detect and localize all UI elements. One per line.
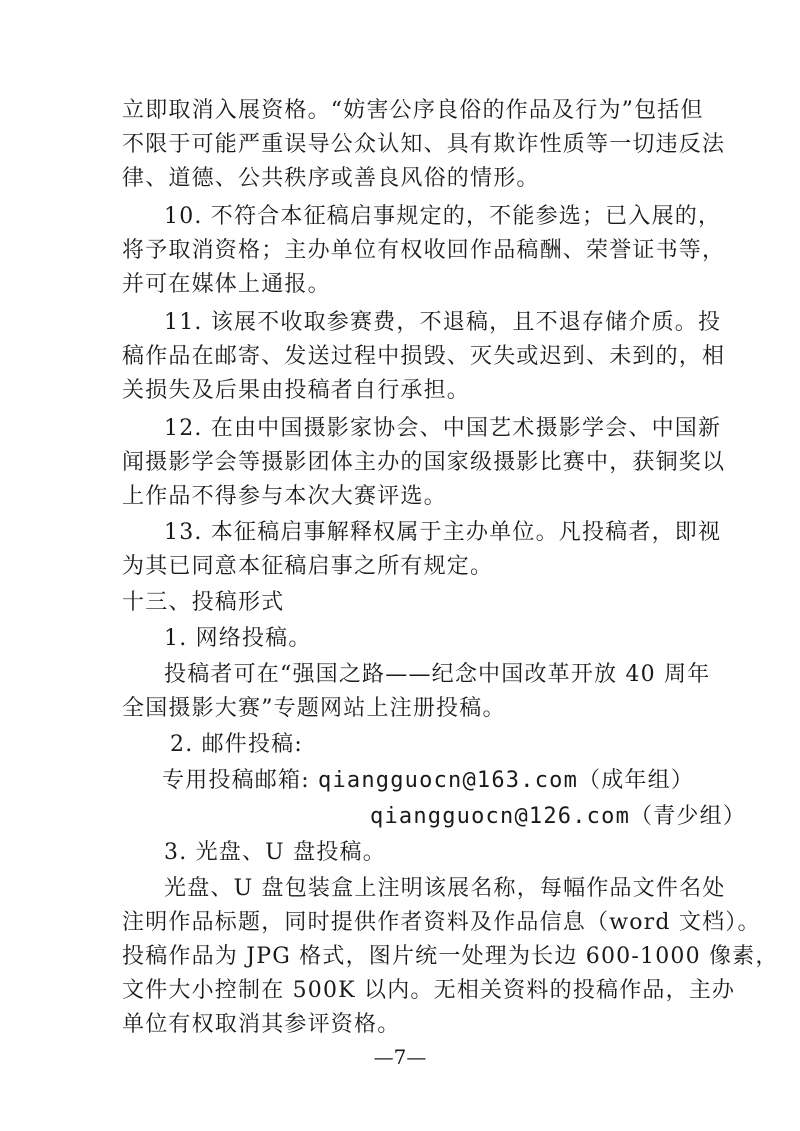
rule-item-11: 11. 该展不收取参赛费，不退稿，且不退存储介质。投 [164,310,722,335]
text-line: 投稿作品为 JPG 格式，图片统一处理为长边 600-1000 像素， [122,944,779,969]
text-line: 文件大小控制在 500K 以内。无相关资料的投稿作品，主办 [122,978,736,1003]
text-line: 光盘、U 盘包装盒上注明该展名称，每幅作品文件名处 [164,876,726,901]
disc-submission-title: 3. 光盘、U 盘投稿。 [164,840,386,865]
text-line: 为其已同意本征稿启事之所有规定。 [122,554,494,579]
page-number: —7— [373,1045,427,1069]
rule-item-12: 12. 在由中国摄影家协会、中国艺术摄影学会、中国新 [164,416,722,441]
email-youth-line [370,802,746,832]
text-line: 将予取消资格；主办单位有权收回作品稿酬、荣誉证书等， [122,238,726,263]
email-adult-address: qiangguocn@163.com [318,768,579,793]
text-line: 稿作品在邮寄、发送过程中损毁、灭失或迟到、未到的，相 [122,344,726,369]
rule-item-10: 10. 不符合本征稿启事规定的，不能参选；已入展的， [164,204,722,229]
text-line: 上作品不得参与本次大赛评选。 [122,484,447,509]
text-line: 注明作品标题，同时提供作者资料及作品信息（word 文档）。 [122,910,761,935]
email-adult-line [162,766,694,796]
text-line: 全国摄影大赛”专题网站上注册投稿。 [122,696,506,721]
text-line: 律、道德、公共秩序或善良风俗的情形。 [122,166,540,191]
email-youth-group: （青少组） [630,804,747,829]
text-line: 立即取消入展资格。“妨害公序良俗的作品及行为”包括但 [122,98,704,123]
email-label: 专用投稿邮箱: [162,768,319,793]
email-adult-group: （成年组） [578,768,695,793]
text-line: 关损失及后果由投稿者自行承担。 [122,378,471,403]
text-line: 单位有权取消其参评资格。 [122,1012,401,1037]
online-submission-title: 1. 网络投稿。 [164,626,312,651]
text-line: 投稿者可在“强国之路——纪念中国改革开放 40 周年 [164,662,711,687]
text-line: 闻摄影学会等摄影团体主办的国家级摄影比赛中，获铜奖以 [122,450,726,475]
email-youth-address: qiangguocn@126.com [370,804,631,829]
section-heading: 十三、投稿形式 [122,590,285,615]
text-line: 不限于可能严重误导公众认知、具有欺诈性质等一切违反法 [122,132,726,157]
email-submission-title: 2. 邮件投稿: [170,732,303,757]
text-line: 并可在媒体上通报。 [122,272,331,297]
rule-item-13: 13. 本征稿启事解释权属于主办单位。凡投稿者，即视 [164,520,722,545]
